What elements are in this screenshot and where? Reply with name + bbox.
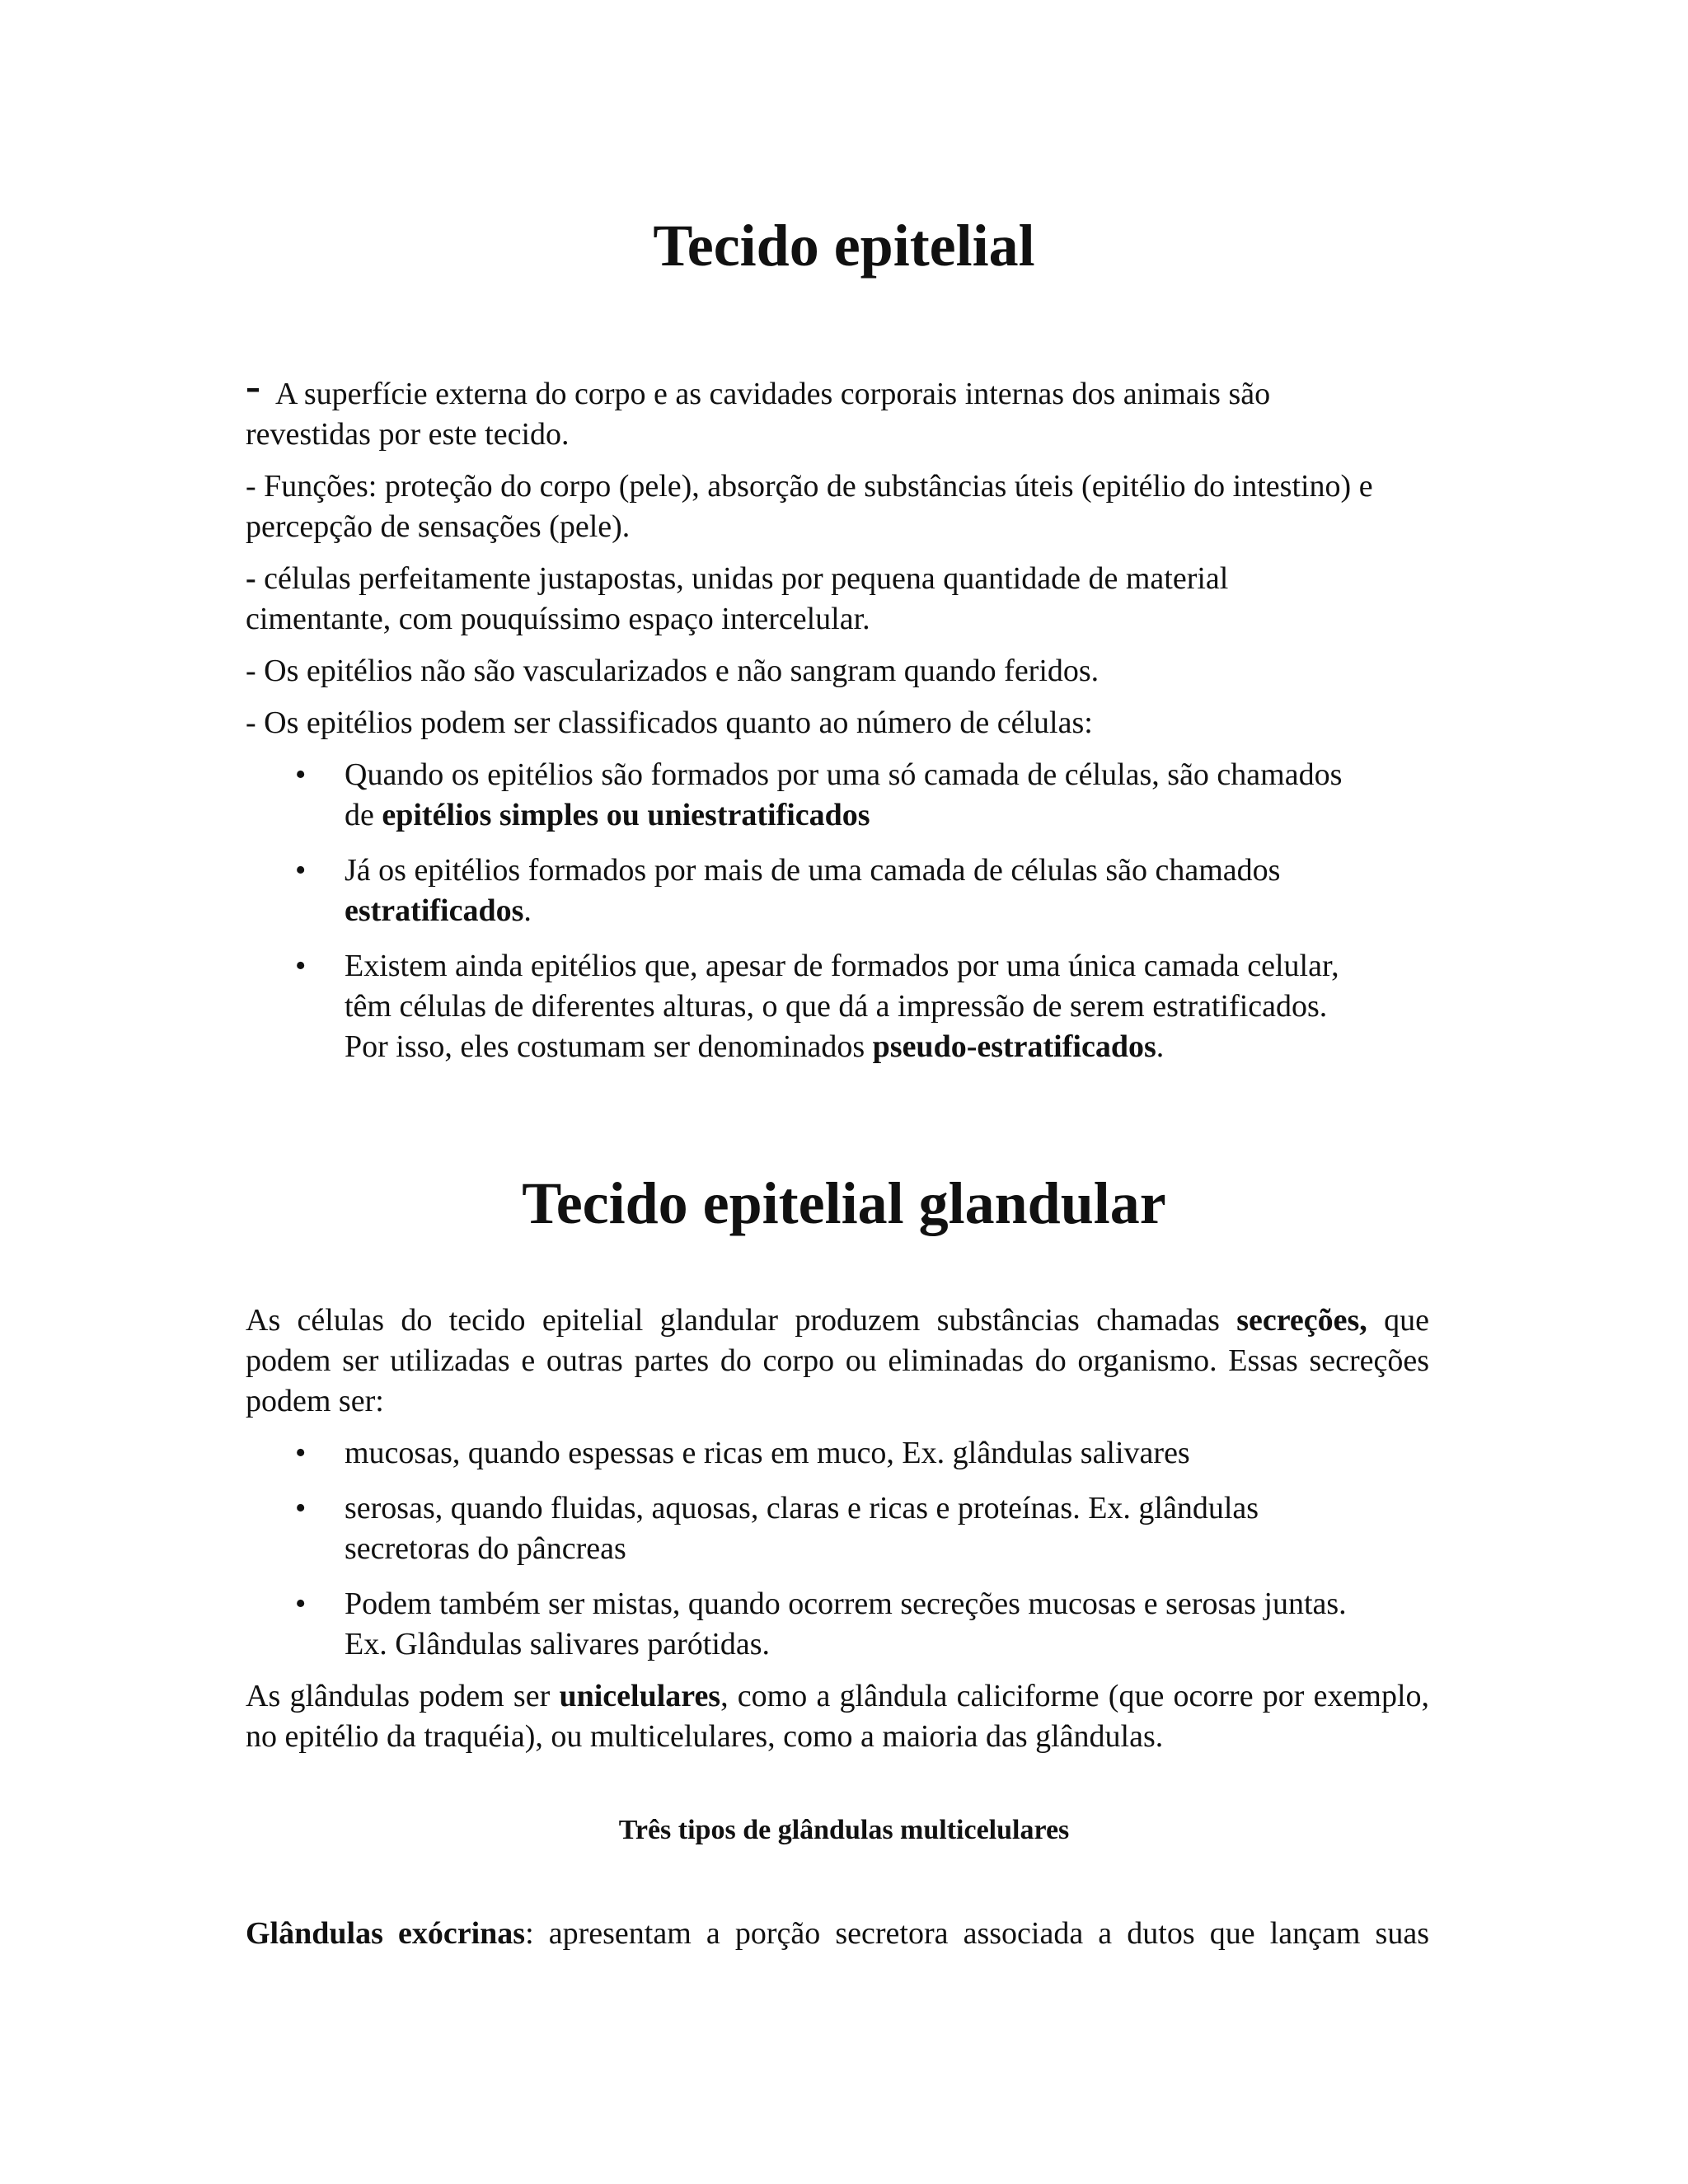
bullet-icon: • bbox=[295, 1491, 307, 1526]
bullet-icon: • bbox=[295, 1586, 307, 1621]
section-glandular-body bbox=[246, 1301, 1429, 1757]
dash-marker: - bbox=[246, 361, 260, 410]
classification-list bbox=[246, 755, 1429, 1067]
list-item: • serosas, quando fluidas, aquosas, claras e ricas e proteínas. Ex. glândulas secretoras do pâncreas bbox=[246, 1488, 1429, 1569]
paragraph-functions: - Funções: proteção do corpo (pele), absorção de substâncias úteis (epitélio do intestino) e percepção de sensações (pele). bbox=[246, 469, 1373, 544]
paragraph-secretions: As células do tecido epitelial glandular produzem substâncias chamadas secreções, que podem ser utilizadas e outras partes do corpo ou eliminadas do organismo. Essas secreções podem ser: bbox=[246, 1303, 1430, 1418]
bullet-icon: • bbox=[295, 853, 307, 888]
bullet-icon: • bbox=[295, 949, 307, 983]
dash-marker: - bbox=[246, 561, 256, 596]
section-epithelial-body bbox=[246, 361, 1429, 1067]
paragraph-exocrine: Glândulas exócrinas: apresentam a porção secretora associada a dutos que lançam suas bbox=[246, 1916, 1429, 1951]
paragraph-cells: - células perfeitamente justapostas, unidas por pequena quantidade de material cimentante, com pouquíssimo espaço intercelular. bbox=[246, 561, 1229, 636]
subsection-title: Três tipos de glândulas multicelulares bbox=[618, 1815, 1070, 1845]
list-item: • Podem também ser mistas, quando ocorrem secreções mucosas e serosas juntas. Ex. Glândulas salivares parótidas. bbox=[246, 1584, 1429, 1665]
list-item: • Já os epitélios formados por mais de uma camada de células são chamados estratificados. bbox=[246, 851, 1429, 931]
paragraph-surface: - A superfície externa do corpo e as cavidades corporais internas dos animais são revestidas por este tecido. bbox=[246, 361, 1271, 452]
bullet-icon: • bbox=[295, 757, 307, 792]
paragraph-vascular: - Os epitélios não são vascularizados e não sangram quando feridos. bbox=[246, 654, 1100, 688]
list-item: • mucosas, quando espessas e ricas em muco, Ex. glândulas salivares bbox=[246, 1433, 1429, 1474]
paragraph-gland-types: As glândulas podem ser unicelulares, como a glândula caliciforme (que ocorre por exemplo, no epitélio da traquéia), ou multicelulares, como a maioria das glândulas. bbox=[246, 1679, 1430, 1754]
paragraph-classification: - Os epitélios podem ser classificados quanto ao número de células: bbox=[246, 705, 1093, 740]
exocrine-paragraph-wrap bbox=[246, 1914, 1429, 1954]
page-title: Tecido epitelial bbox=[653, 213, 1035, 279]
secretion-types-list bbox=[246, 1433, 1429, 1665]
bullet-icon: • bbox=[295, 1436, 307, 1470]
list-item: • Existem ainda epitélios que, apesar de formados por uma única camada celular, têm células de diferentes alturas, o que dá a impressão de serem estratificados. Por isso, eles costumam ser denominados pseudo-estratificados. bbox=[246, 946, 1429, 1067]
list-item: • Quando os epitélios são formados por uma só camada de células, são chamados de epitélios simples ou uniestratificados bbox=[246, 755, 1429, 836]
section-title-glandular: Tecido epitelial glandular bbox=[522, 1170, 1166, 1236]
